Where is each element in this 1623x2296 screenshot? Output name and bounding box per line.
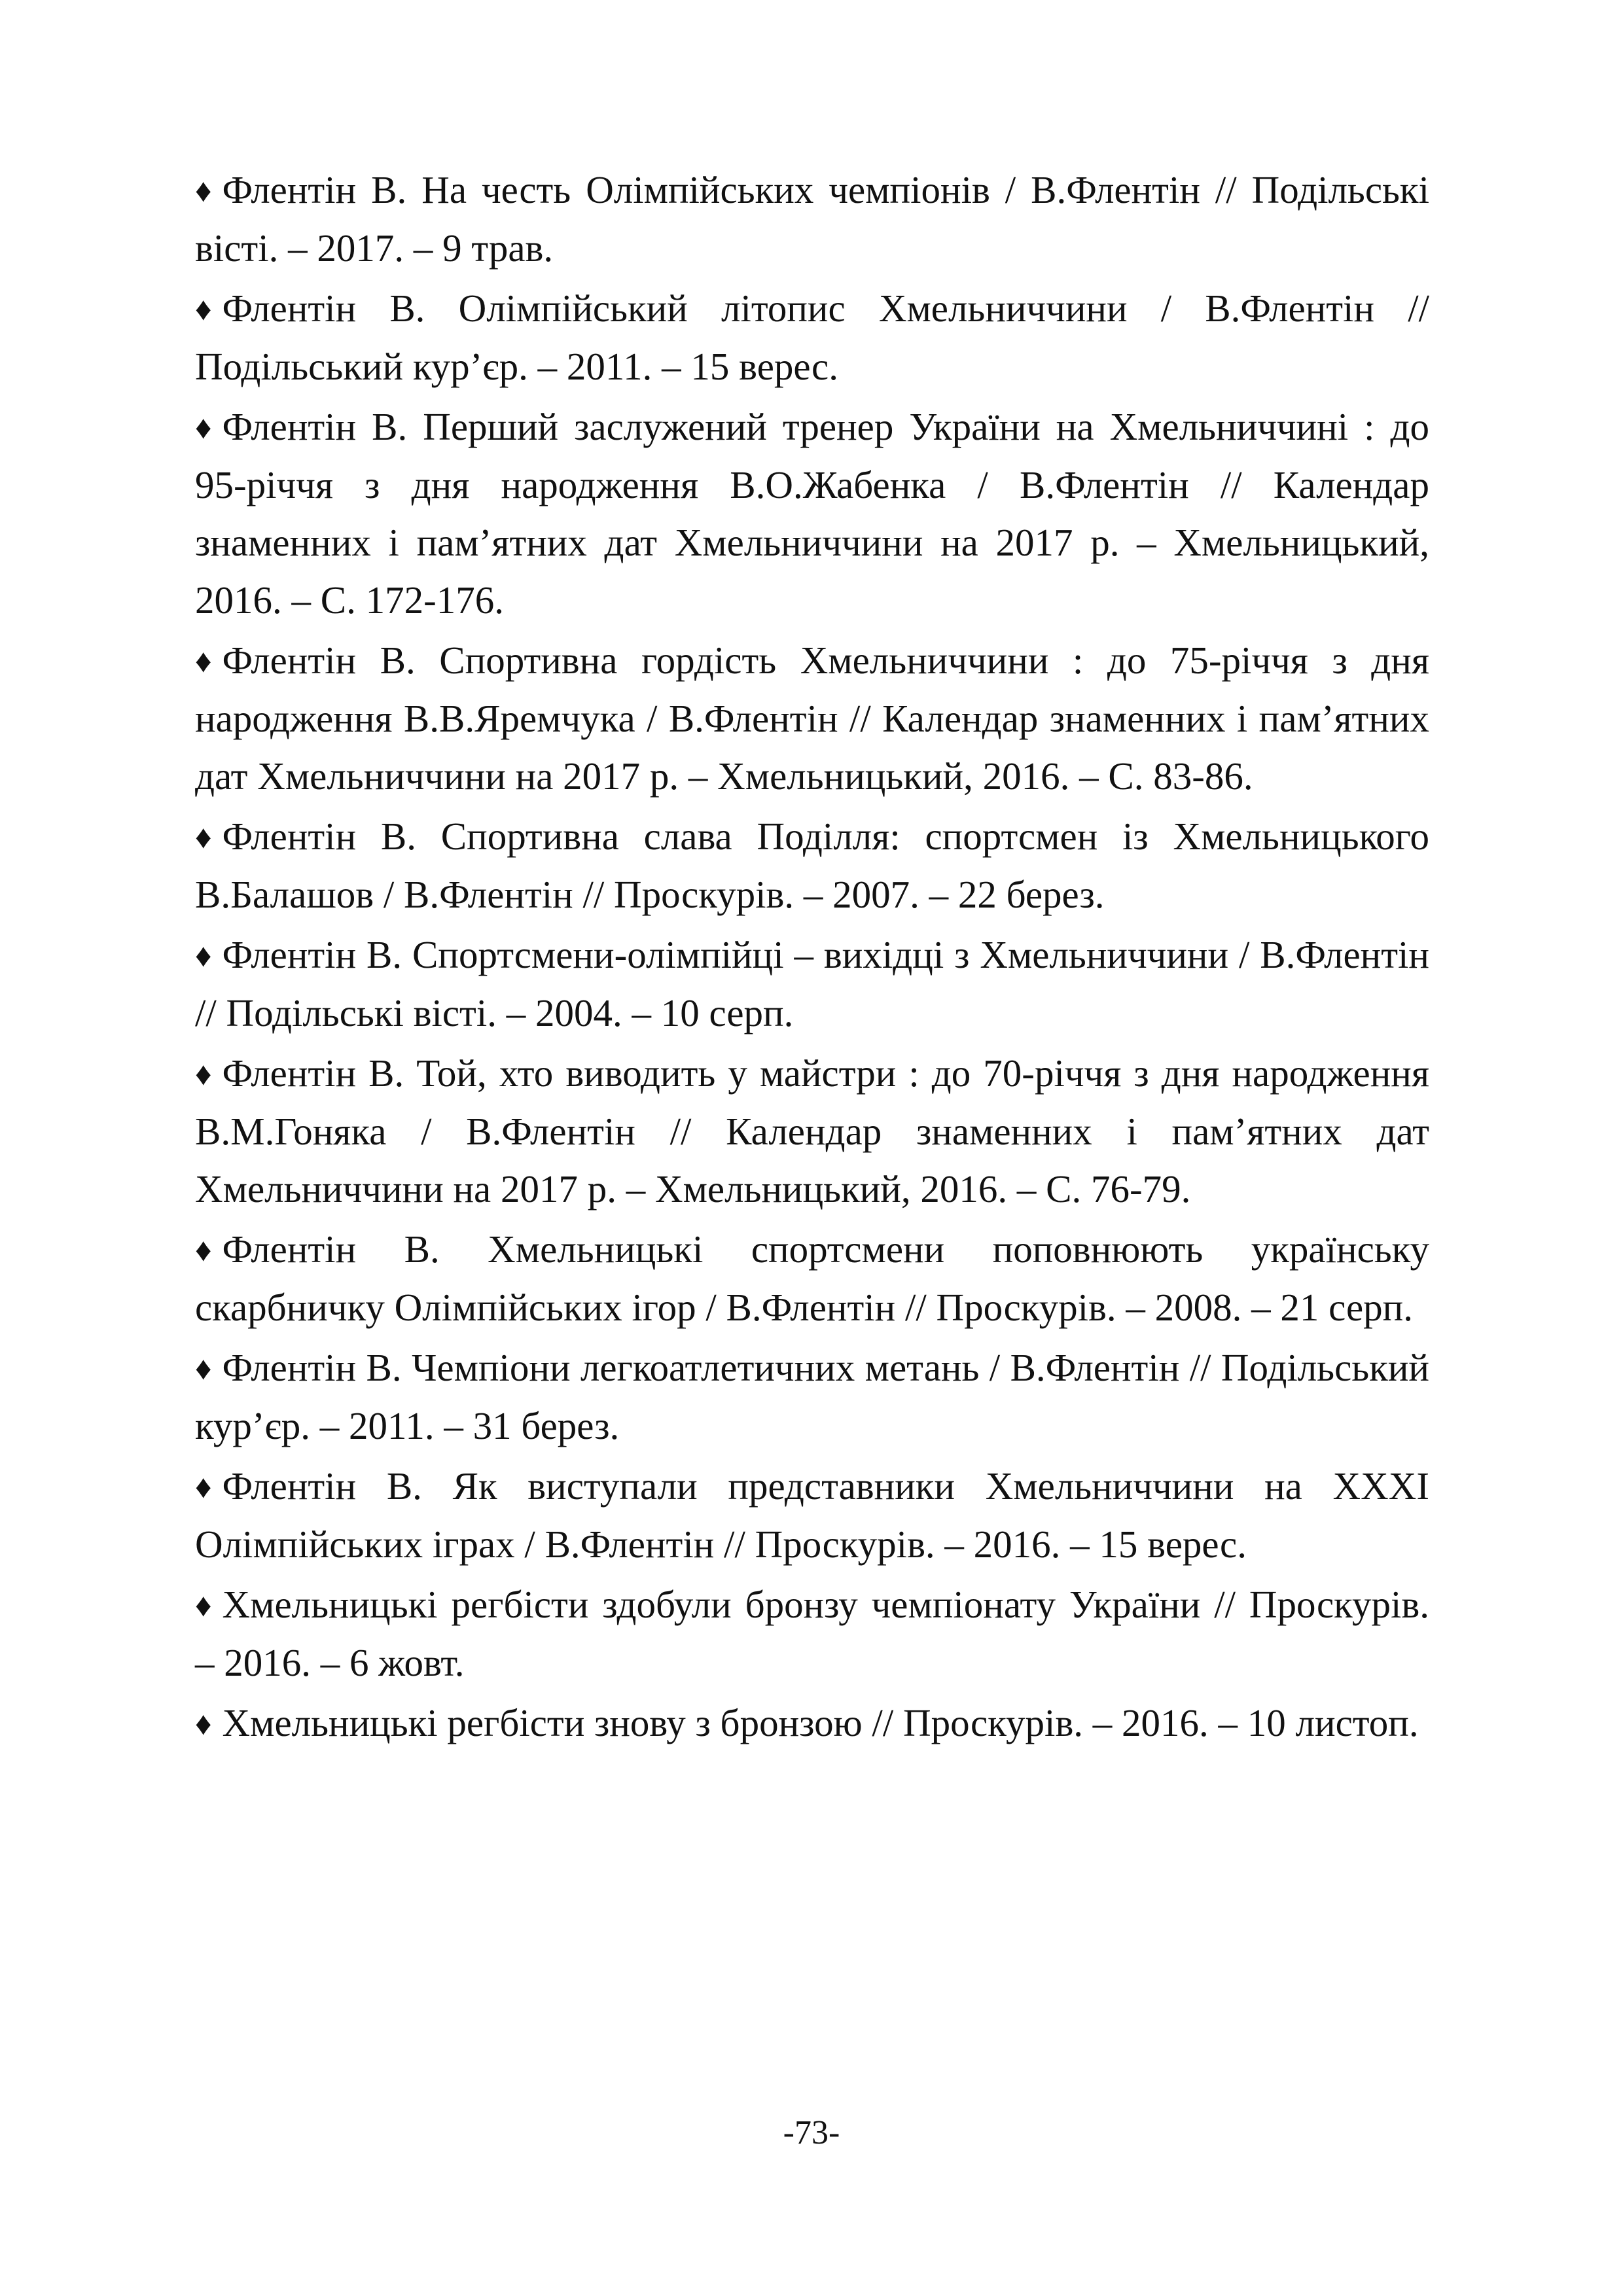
bibliography-entry	[195, 1220, 1429, 1336]
entry-text: Флентін В. Перший заслужений тренер України на Хмельниччині : до 95-річчя з дня народження В.О.Жабенка / В.Флентін // Календар знаменних і пам’ятних дат Хмельниччини на 2017 р. – Хмельницький, 2016. – С. 172-176.	[195, 405, 1429, 622]
page-number: -73-	[783, 2114, 840, 2151]
diamond-bullet-icon: ♦	[195, 1231, 212, 1268]
entry-text: Флентін В. Як виступали представники Хмельниччини на XXXI Олімпійських іграх / В.Флентін // Проскурів. – 2016. – 15 верес.	[195, 1464, 1429, 1566]
bibliography-entry	[195, 1576, 1429, 1691]
diamond-bullet-icon: ♦	[195, 1587, 212, 1623]
bibliography-entry	[195, 398, 1429, 629]
bibliography-entry	[195, 631, 1429, 805]
bibliography-entry	[195, 1694, 1429, 1752]
diamond-bullet-icon: ♦	[195, 1705, 212, 1742]
diamond-bullet-icon: ♦	[195, 1055, 212, 1092]
entry-text: Флентін В. Спортивна слава Поділля: спортсмен із Хмельницького В.Балашов / В.Флентін // Проскурів. – 2007. – 22 берез.	[195, 815, 1429, 916]
entry-text: Флентін В. Хмельницькі спортсмени поповнюють українську скарбничку Олімпійських ігор / В.Флентін // Проскурів. – 2008. – 21 серп.	[195, 1227, 1429, 1329]
entry-text: Флентін В. Спортсмени-олімпійці – вихідці з Хмельниччини / В.Флентін // Подільські вісті. – 2004. – 10 серп.	[195, 933, 1429, 1034]
entry-text: Хмельницькі регбісти здобули бронзу чемпіонату України // Проскурів. – 2016. – 6 жовт.	[195, 1583, 1429, 1684]
diamond-bullet-icon: ♦	[195, 1468, 212, 1505]
bibliography-entry	[195, 1044, 1429, 1218]
diamond-bullet-icon: ♦	[195, 172, 212, 209]
entry-text: Хмельницькі регбісти знову з бронзою // Проскурів. – 2016. – 10 листоп.	[222, 1701, 1419, 1744]
bibliography-list	[195, 161, 1429, 1755]
entry-text: Флентін В. Спортивна гордість Хмельниччини : до 75-річчя з дня народження В.В.Яремчука / В.Флентін // Календар знаменних і пам’ятних дат Хмельниччини на 2017 р. – Хмельницький, 2016. – С. 83-86.	[195, 639, 1429, 798]
bibliography-entry	[195, 1457, 1429, 1573]
diamond-bullet-icon: ♦	[195, 1350, 212, 1386]
diamond-bullet-icon: ♦	[195, 291, 212, 327]
bibliography-entry	[195, 926, 1429, 1042]
entry-text: Флентін В. Той, хто виводить у майстри : до 70-річчя з дня народження В.М.Гоняка / В.Флентін // Календар знаменних і пам’ятних дат Хмельниччини на 2017 р. – Хмельницький, 2016. – С. 76-79.	[195, 1051, 1429, 1210]
entry-text: Флентін В. Олімпійський літопис Хмельниччини / В.Флентін // Подільський кур’єр. – 2011. – 15 верес.	[195, 287, 1429, 388]
diamond-bullet-icon: ♦	[195, 937, 212, 974]
diamond-bullet-icon: ♦	[195, 643, 212, 679]
bibliography-entry	[195, 807, 1429, 923]
diamond-bullet-icon: ♦	[195, 819, 212, 855]
bibliography-entry	[195, 279, 1429, 395]
entry-text: Флентін В. На честь Олімпійських чемпіонів / В.Флентін // Подільські вісті. – 2017. – 9 трав.	[195, 168, 1429, 270]
bibliography-entry	[195, 161, 1429, 277]
diamond-bullet-icon: ♦	[195, 409, 212, 446]
entry-text: Флентін В. Чемпіони легкоатлетичних метань / В.Флентін // Подільський кур’єр. – 2011. – 31 берез.	[195, 1346, 1429, 1447]
bibliography-entry	[195, 1339, 1429, 1455]
